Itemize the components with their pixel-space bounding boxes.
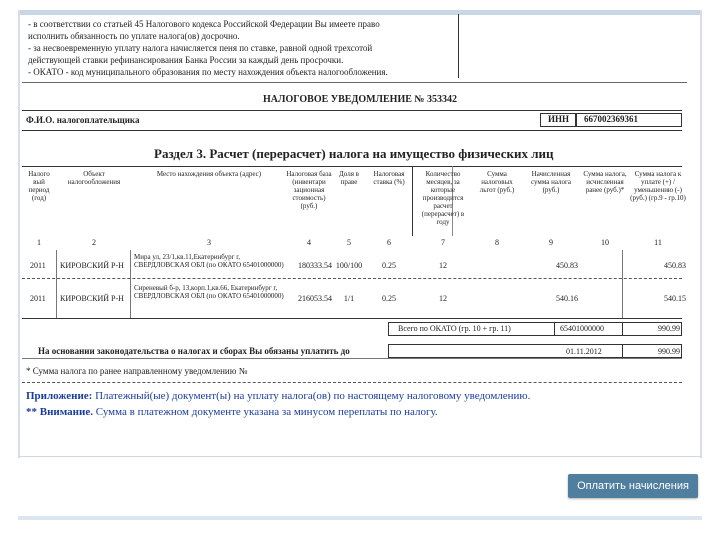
row1-to-pay: 450.83 (664, 261, 686, 270)
table-bottom-line (22, 318, 682, 319)
row1-object: КИРОВСКИЙ Р-Н (60, 261, 124, 270)
row1-address: Мира ул, 23/1,кв.11,Екатеринбург г, СВЕРДЛОВСКАЯ ОБЛ (по ОКАТО 65401000000) (134, 253, 284, 269)
fio-label: Ф.И.О. налогоплательщика (26, 115, 140, 125)
attachment-line (26, 390, 530, 402)
due-date: 01.11.2012 (566, 347, 602, 356)
law-due-label: На основании законодательства о налогах и сборах Вы обязаны уплатить до (38, 346, 350, 356)
row2-base: 216053.54 (298, 294, 332, 303)
intro-divider (458, 14, 459, 78)
row1-base: 180333.54 (298, 261, 332, 270)
col-number: 8 (495, 238, 499, 247)
header-base: Налоговая база (инвентари зационная стоимость) (руб.) (286, 170, 332, 210)
total-okato: 65401000000 (560, 324, 604, 333)
total-label: Всего по ОКАТО (гр. 10 + гр. 11) (398, 324, 511, 333)
col-number: 10 (601, 238, 609, 247)
header-share: Доля в праве (339, 170, 359, 186)
pay-charges-button[interactable]: Оплатить начисления (568, 474, 698, 498)
intro-line-5: - ОКАТО - код муниципального образования по месту нахождения объекта налогообложения. (28, 67, 388, 77)
header-rate: Налоговая ставка (%) (373, 170, 405, 186)
col-number: 4 (307, 238, 311, 247)
tax-notice-document (22, 14, 698, 454)
row2-rate: 0.25 (382, 294, 396, 303)
col-divider-2 (130, 250, 131, 318)
header-period: Налого вый период (год) (28, 170, 50, 202)
row-separator (22, 278, 682, 279)
row2-address: Сиреневый б-р, 13,корп.1,кв.66, Екатеринбург г, СВЕРДЛОВСКАЯ ОБЛ (по ОКАТО 65401000000) (134, 284, 284, 300)
total-divider-1 (554, 322, 555, 336)
attention-label: ** Внимание. (26, 406, 93, 418)
row1-year: 2011 (30, 261, 46, 270)
fio-underline (22, 130, 682, 131)
due-amount: 990.99 (658, 347, 680, 356)
col-divider-1 (56, 250, 57, 318)
frame-left-border (18, 10, 20, 458)
header-charged: Начисленная сумма налога (руб.) (531, 170, 571, 194)
col-divider-10 (622, 250, 623, 318)
intro-line-3: - за несвоевременную уплату налога начисляется пеня по ставке, равной одной трехсотой (28, 43, 373, 53)
intro-line-1: - в соответствии со статьей 45 Налогового кодекса Российской Федерации Вы имеете право (28, 19, 380, 29)
footnote-separator (22, 382, 682, 383)
header-months: Количество месяцев, за которые производится расчет (перерасчет) в году (421, 170, 465, 226)
footnote: * Сумма налога по ранее направленному уведомлению № (26, 366, 248, 376)
title-underline (22, 110, 682, 111)
header-benefits: Сумма налоговых льгот (руб.) (479, 170, 515, 194)
intro-line-2: исполнить обязанность по уплате налога(ов) досрочно. (28, 31, 240, 41)
row1-months: 12 (439, 261, 447, 270)
header-to-pay: Сумма налога к уплате (+) / уменьшению (-) (руб.) (гр.9 - гр.10) (630, 170, 686, 202)
col-number: 2 (92, 238, 96, 247)
row2-share: 1/1 (343, 294, 355, 303)
header-address: Место нахождения объекта (адрес) (156, 170, 262, 178)
attachment-text: Платежный(ые) документ(ы) на уплату налога(ов) по настоящему налоговому уведомлению. (92, 390, 531, 402)
attachment-label: Приложение: (26, 390, 93, 402)
inn-value: 667002369361 (584, 114, 638, 124)
page-bottom-rule (18, 516, 702, 520)
col-number: 11 (654, 238, 662, 247)
due-underline (22, 358, 682, 359)
intro-line-4: действующей ставки рефинансирования Банка России за каждый день просрочки. (28, 55, 344, 65)
frame-bottom-border (18, 456, 702, 457)
col-number: 9 (549, 238, 553, 247)
col-divider-7 (412, 166, 413, 236)
row2-charged: 540.16 (556, 294, 578, 303)
col-number: 7 (441, 238, 445, 247)
col-number: 5 (347, 238, 351, 247)
header-object: Объект налогообложения (67, 170, 121, 186)
row2-object: КИРОВСКИЙ Р-Н (60, 294, 124, 303)
table-top-line (22, 166, 682, 167)
row1-share: 100/100 (335, 261, 363, 270)
inn-label: ИНН (548, 114, 570, 124)
col-number: 6 (387, 238, 391, 247)
row2-months: 12 (439, 294, 447, 303)
col-number: 3 (207, 238, 211, 247)
header-earlier: Сумма налога, исчисленная ранее (руб.)* (583, 170, 627, 194)
row2-to-pay: 540.15 (664, 294, 686, 303)
separator-line (22, 82, 687, 83)
attention-text: Сумма в платежном документе указана за минусом переплаты по налогу. (93, 406, 438, 418)
row1-charged: 450.83 (556, 261, 578, 270)
total-value: 990.99 (658, 324, 680, 333)
row1-rate: 0.25 (382, 261, 396, 270)
row2-year: 2011 (30, 294, 46, 303)
notice-title: НАЛОГОВОЕ УВЕДОМЛЕНИЕ № 353342 (263, 94, 457, 105)
attention-line (26, 406, 438, 418)
frame-right-border (700, 10, 702, 458)
col-number: 1 (37, 238, 41, 247)
section-title: Раздел 3. Расчет (перерасчет) налога на имущество физических лиц (154, 146, 554, 161)
